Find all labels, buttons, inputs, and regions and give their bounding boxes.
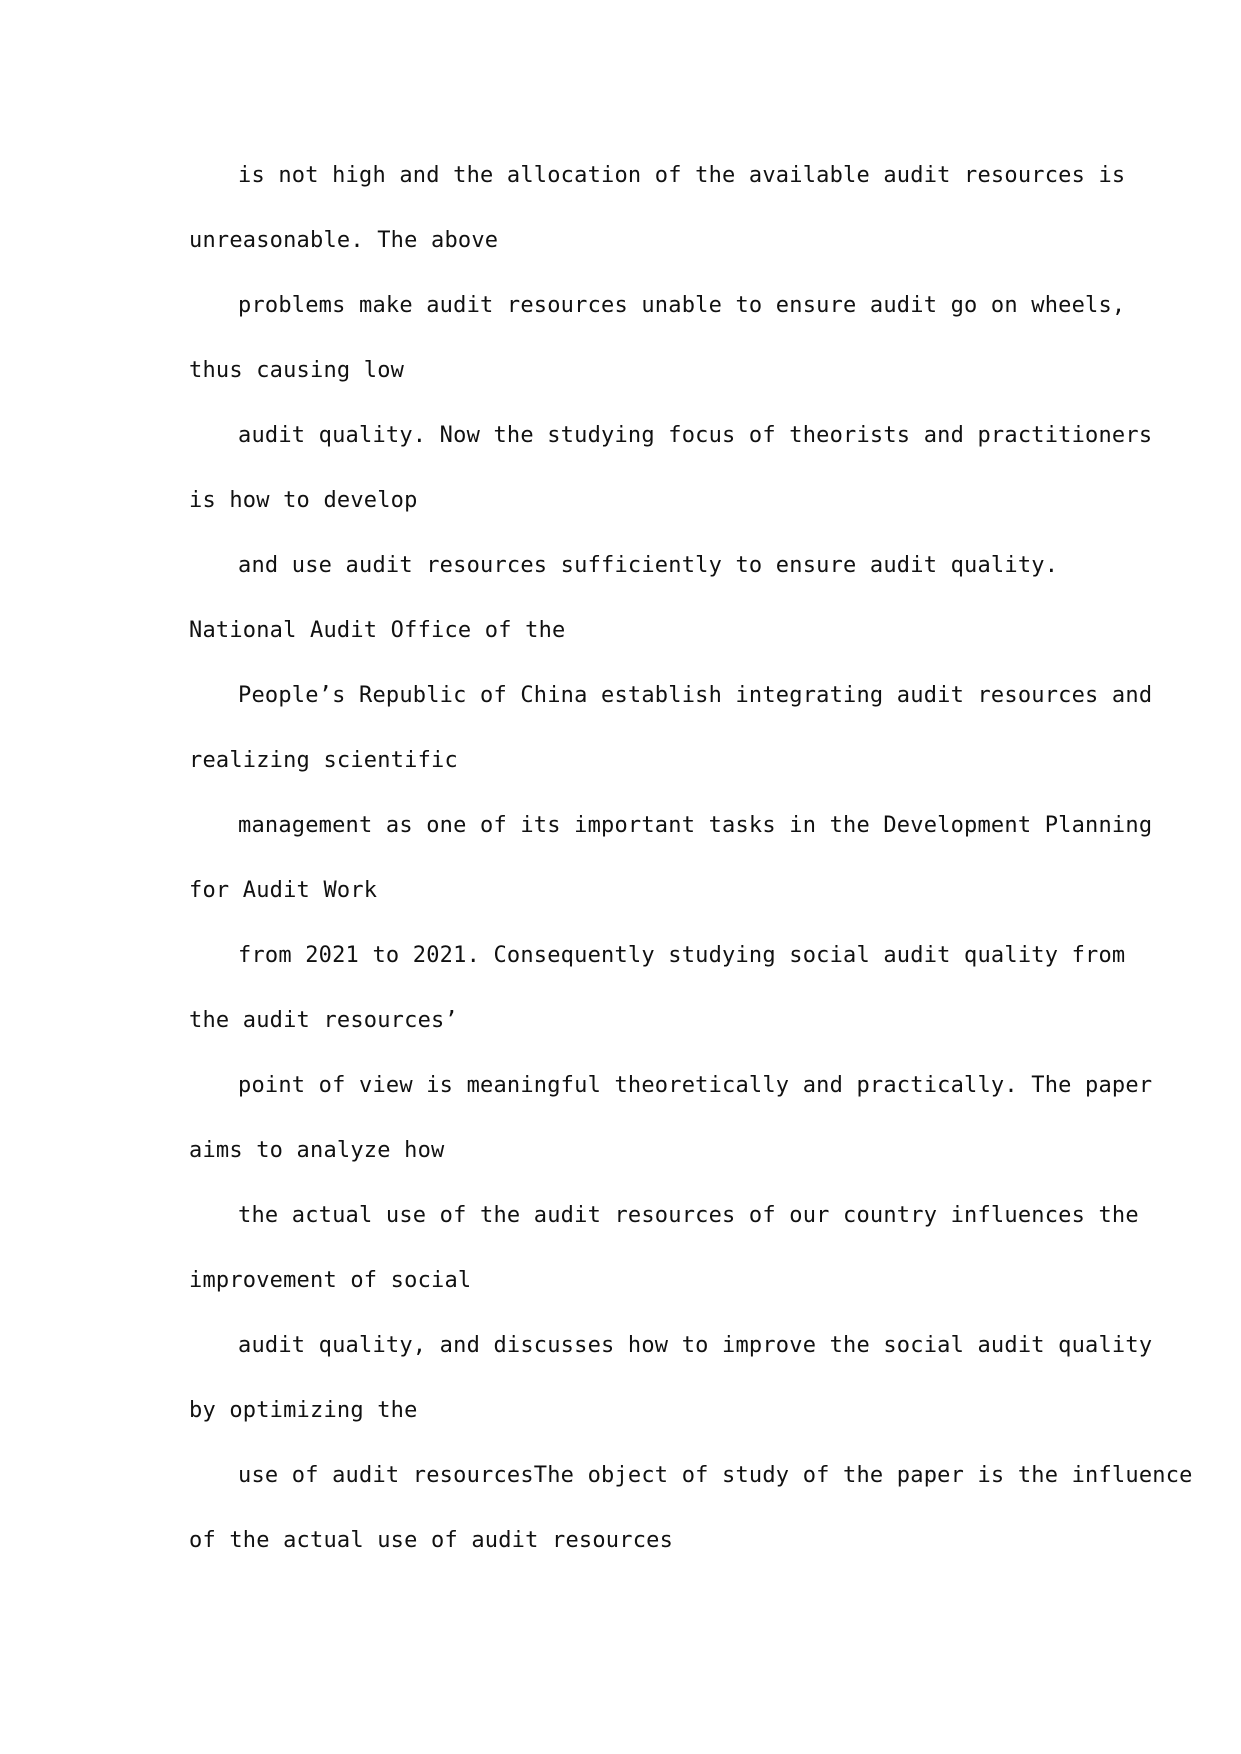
line-text: unreasonable. The above bbox=[189, 228, 499, 253]
text-line bbox=[189, 1398, 1059, 1463]
text-line bbox=[189, 163, 1126, 228]
line-text: and use audit resources sufficiently to ensure audit quality. bbox=[238, 553, 1059, 578]
line-text: thus causing low bbox=[189, 358, 405, 383]
text-line bbox=[189, 1463, 1193, 1528]
text-line bbox=[189, 943, 1126, 1008]
body-text bbox=[189, 163, 1193, 1593]
line-text: aims to analyze how bbox=[189, 1138, 445, 1163]
line-text: by optimizing the bbox=[189, 1398, 418, 1423]
text-line bbox=[189, 1008, 1059, 1073]
line-text: of the actual use of audit resources bbox=[189, 1528, 674, 1553]
line-text: People’s Republic of China establish integrating audit resources and bbox=[238, 683, 1153, 708]
line-text: audit quality, and discusses how to improve the social audit quality bbox=[238, 1333, 1153, 1358]
line-text: audit quality. Now the studying focus of theorists and practitioners bbox=[238, 423, 1153, 448]
line-text: the audit resources’ bbox=[189, 1008, 458, 1033]
text-line bbox=[189, 293, 1126, 358]
line-text: point of view is meaningful theoretically and practically. The paper bbox=[238, 1073, 1153, 1098]
line-text: realizing scientific bbox=[189, 748, 458, 773]
line-text: National Audit Office of the bbox=[189, 618, 566, 643]
text-line bbox=[189, 1333, 1153, 1398]
text-line bbox=[189, 748, 1059, 813]
line-text: use of audit resourcesThe object of study of the paper is the influence bbox=[238, 1463, 1193, 1488]
text-line bbox=[189, 358, 1059, 423]
line-text: problems make audit resources unable to ensure audit go on wheels, bbox=[238, 293, 1126, 318]
text-line bbox=[189, 813, 1153, 878]
text-line bbox=[189, 1528, 1059, 1593]
text-line bbox=[189, 1138, 1059, 1203]
text-line bbox=[189, 228, 1059, 293]
text-line bbox=[189, 1073, 1153, 1138]
text-line bbox=[189, 878, 1059, 943]
line-text: for Audit Work bbox=[189, 878, 378, 903]
text-line bbox=[189, 1268, 1059, 1333]
line-text: from 2021 to 2021. Consequently studying social audit quality from bbox=[238, 943, 1126, 968]
text-line bbox=[189, 683, 1153, 748]
text-line bbox=[189, 618, 1059, 683]
line-text: is how to develop bbox=[189, 488, 418, 513]
line-text: the actual use of the audit resources of our country influences the bbox=[238, 1203, 1139, 1228]
line-text: improvement of social bbox=[189, 1268, 472, 1293]
text-line bbox=[189, 553, 1059, 618]
line-text: management as one of its important tasks in the Development Planning bbox=[238, 813, 1153, 838]
text-line bbox=[189, 423, 1153, 488]
text-line bbox=[189, 488, 1059, 553]
line-text: is not high and the allocation of the available audit resources is bbox=[238, 163, 1126, 188]
text-line bbox=[189, 1203, 1139, 1268]
